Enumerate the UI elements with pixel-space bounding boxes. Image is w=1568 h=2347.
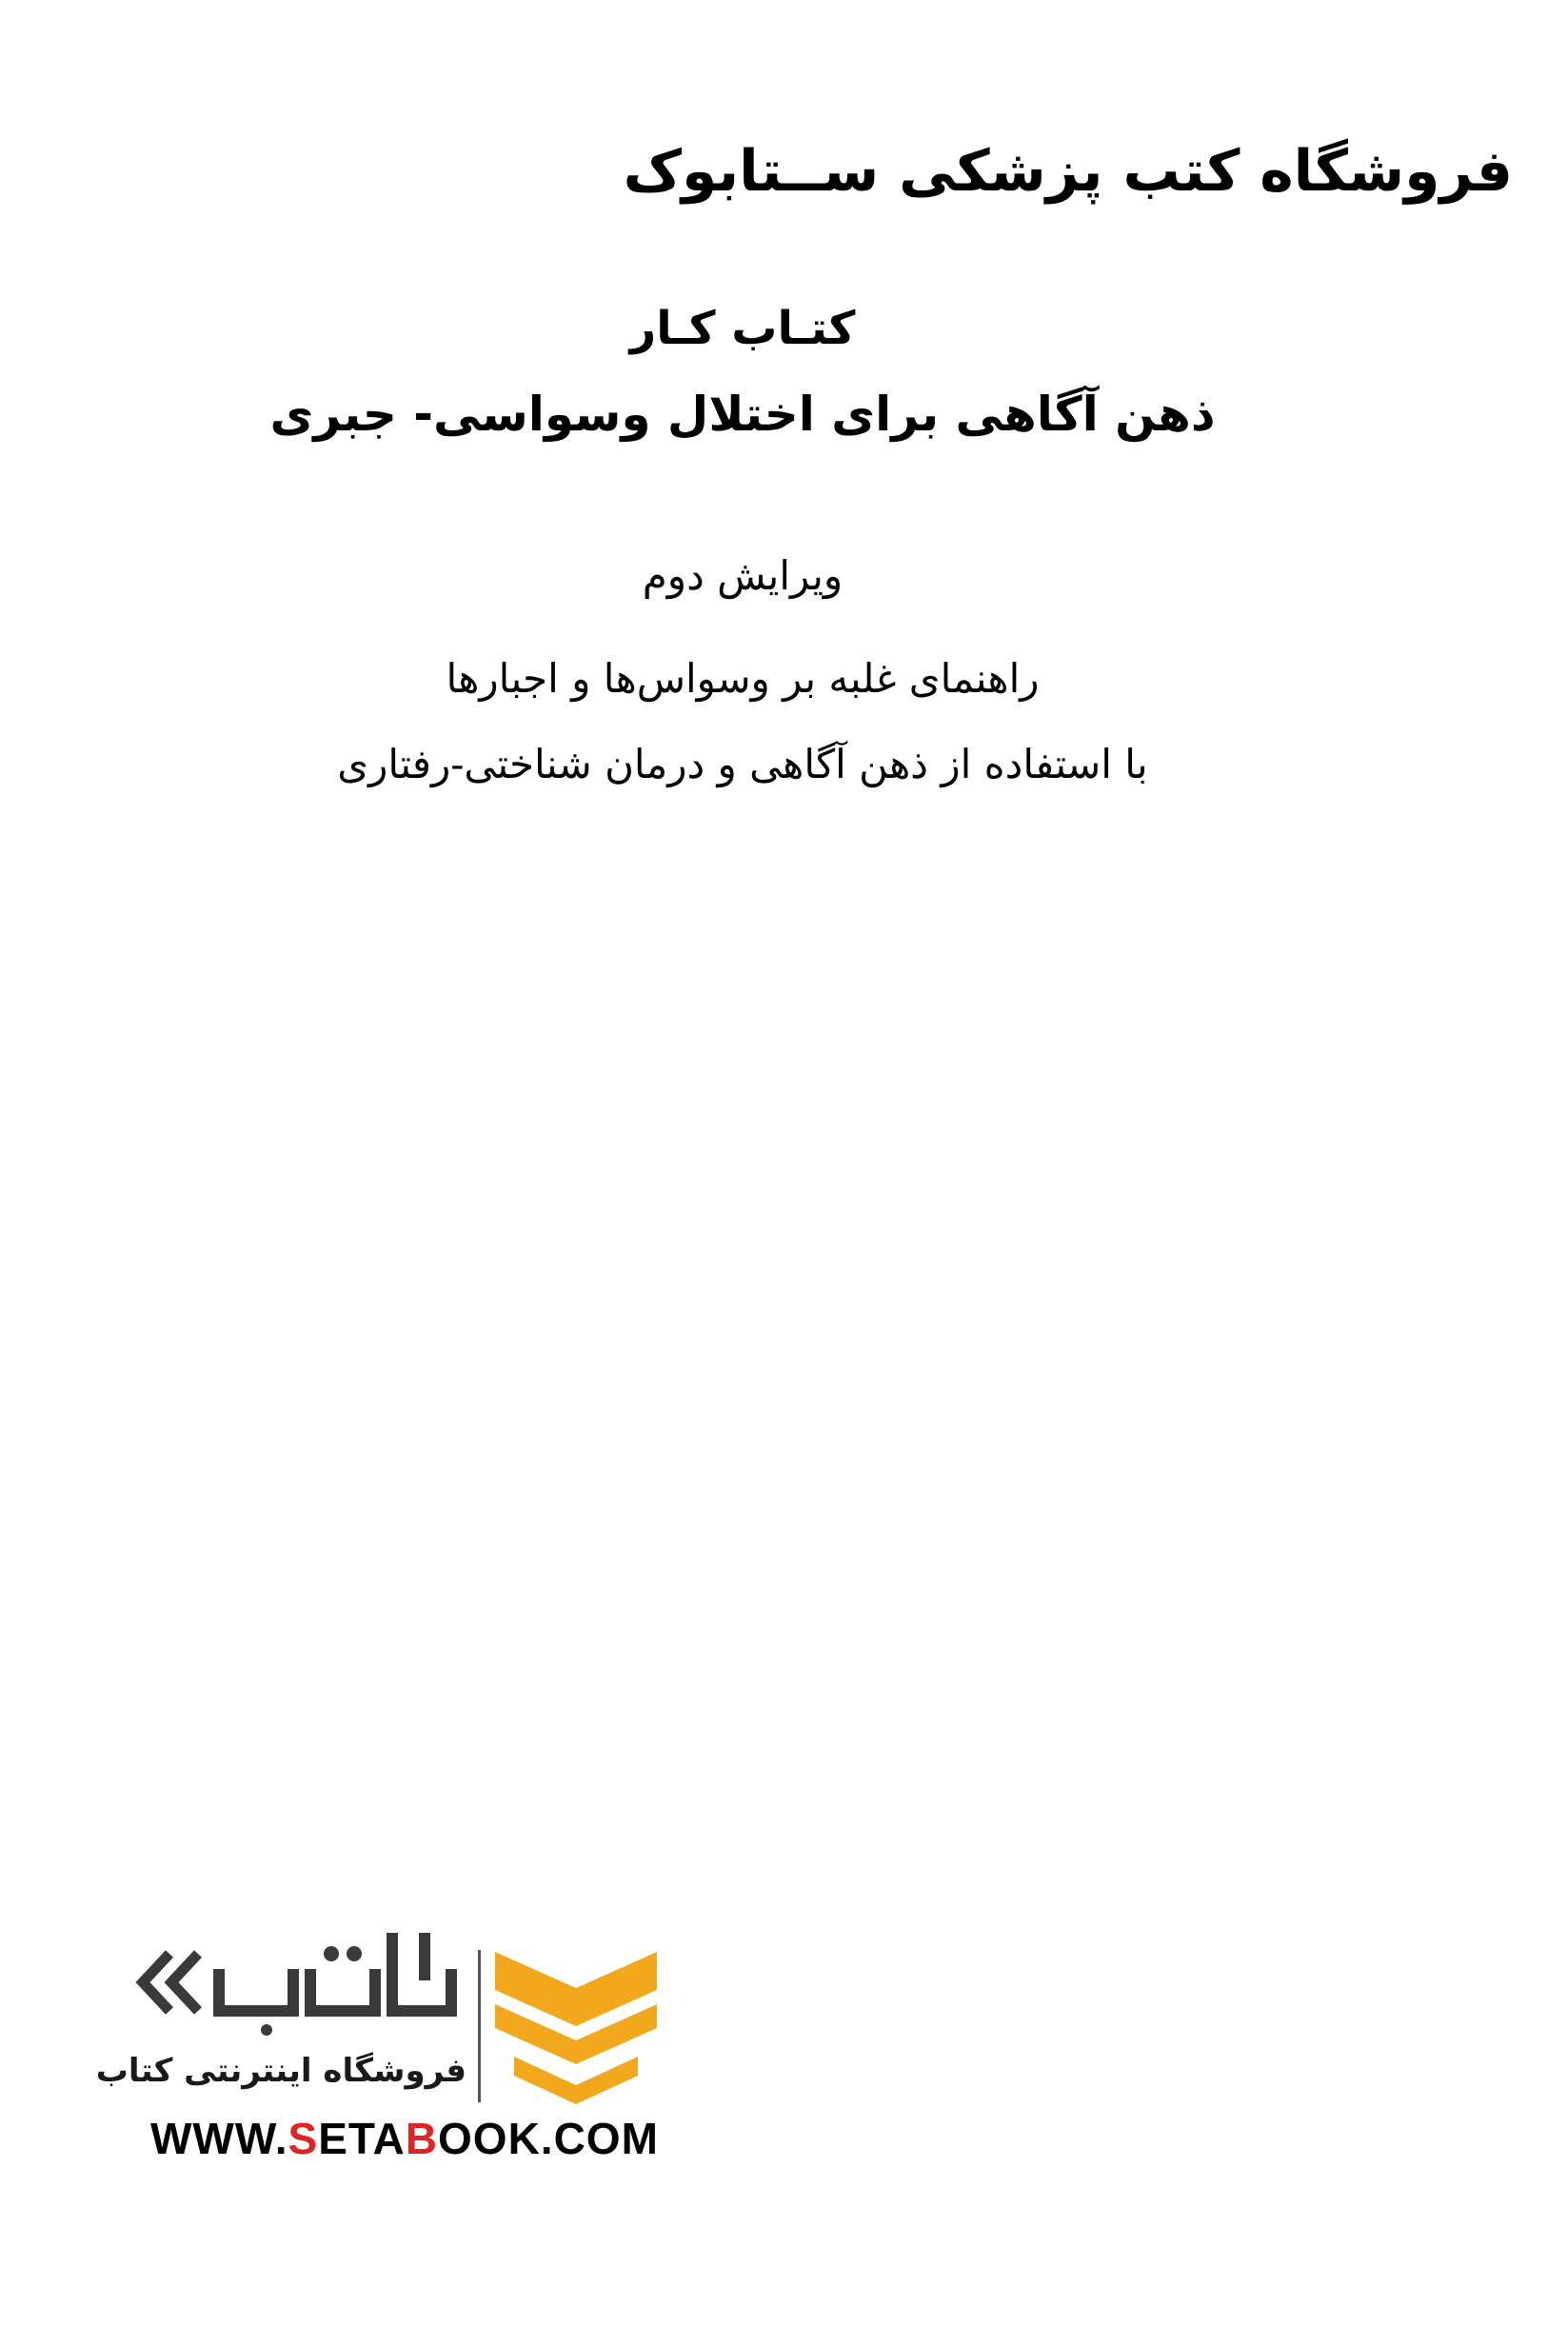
- subtitle-line2: با استفاده از ذهن آگاهی و درمان شناختی-رفتاری: [337, 741, 1148, 787]
- book-emblem-icon: [495, 1952, 657, 2104]
- logo-wordmark: [124, 1933, 466, 2038]
- website-url: [150, 2112, 659, 2165]
- subtitle-line1: راهنمای غلبه بر وسواس‌ها و اجبارها: [446, 655, 1040, 702]
- url-middle: ETA: [318, 2114, 406, 2163]
- edition-label: ویرایش دوم: [642, 552, 844, 599]
- url-suffix: OOK.COM: [438, 2114, 659, 2163]
- chevrons-left-icon: [143, 1954, 198, 2011]
- url-accent-b: B: [405, 2114, 439, 2163]
- store-name-header: فروشگاه کتب پزشکی ســتابوک: [623, 138, 1513, 205]
- book-title-line1: کتـاب کـار: [629, 302, 856, 355]
- url-accent-s: S: [288, 2114, 319, 2163]
- book-title-line2: ذهن آگاهی برای اختلال وسواسی- جبری: [269, 387, 1216, 442]
- logo-tagline: فروشگاه اینترنتی کتاب: [95, 2052, 466, 2090]
- url-prefix: WWW.: [150, 2114, 288, 2163]
- logo-divider: [478, 1950, 481, 2102]
- setabook-logo: [95, 1933, 659, 2163]
